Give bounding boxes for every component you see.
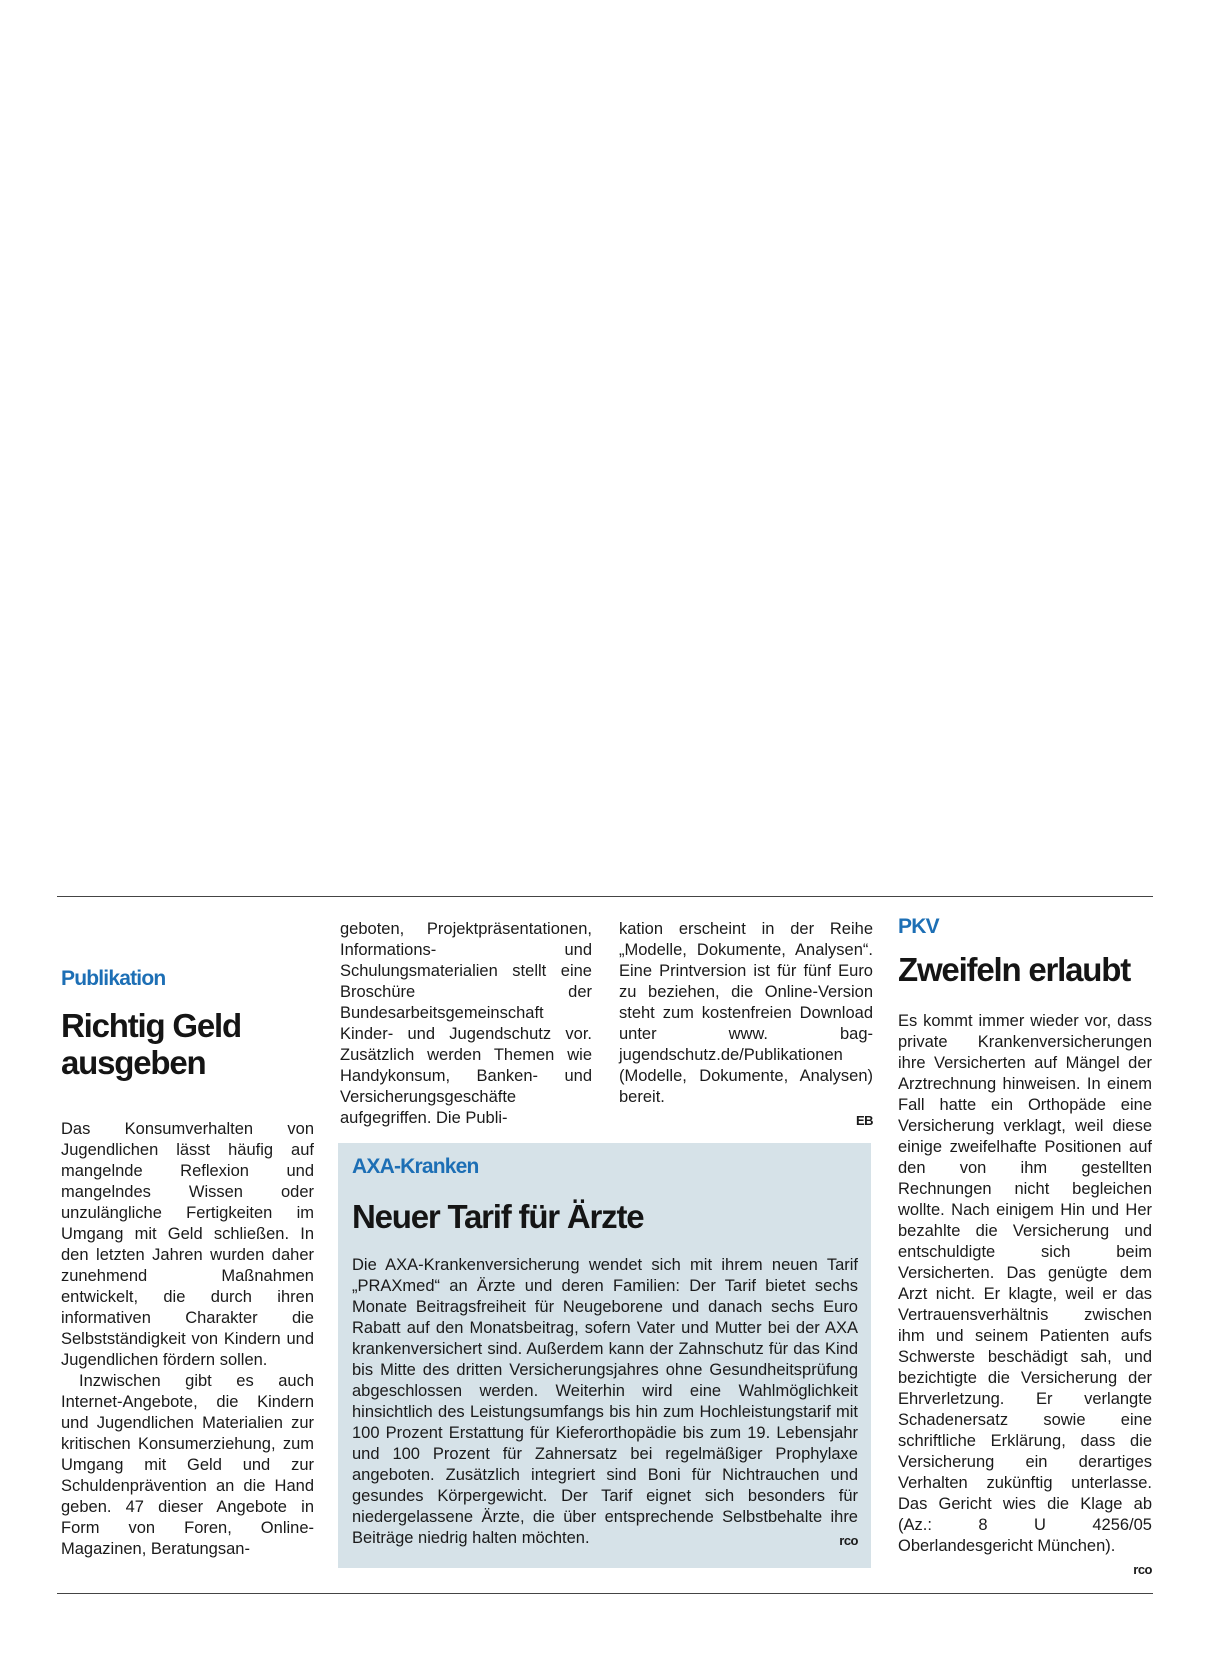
article-paragraph	[352, 1255, 858, 1549]
article-headline: Richtig Geld ausgeben	[61, 1007, 241, 1081]
author-initials: rco	[839, 1533, 858, 1548]
article-axa-box	[338, 1143, 871, 1568]
author-initials: EB	[855, 1113, 873, 1128]
article-paragraph: geboten, Projektpräsentationen, Informations- und Schulungsmaterialien stellt eine Broschüre der Bundesarbeitsgemeinschaft Kinder- und Jugendschutz vor. Zusätzlich werden Themen wie Handykonsum, Banken- und Versicherungsgeschäfte aufgegriffen. Die Publi-	[340, 920, 592, 1127]
article-kicker: Publikation	[61, 967, 166, 990]
article-publikation-column-2	[340, 919, 592, 1129]
article-publikation-column-1	[61, 968, 314, 1560]
article-kicker: PKV	[898, 915, 939, 938]
author-initials: rco	[1133, 1562, 1152, 1577]
article-headline: Neuer Tarif für Ärzte	[352, 1198, 644, 1235]
article-body	[61, 1119, 314, 1560]
article-text: Die AXA-Krankenversicherung wendet sich mit ihrem neuen Tarif „PRAXmed“ an Ärzte und deren Familien: Der Tarif bietet sechs Monate Beitragsfreiheit für Neugeborene und danach sechs Euro Rabatt auf den Monatsbeitrag, sofern Vater und Mutter bei der AXA krankenversichert sind. Außerdem kann der Zahnschutz für das Kind bis Mitte des dritten Versicherungsjahres ohne Gesundheitsprüfung abgeschlossen werden. Weiterhin wird eine Wahlmöglichkeit hinsichtlich des Leistungsumfangs bis hin zum Hochleistungstarif mit 100 Prozent Erstattung für Kieferorthopädie bis zum 19. Lebensjahr und 100 Prozent für Zahnersatz bei regelmäßiger Prophylaxe angeboten. Zusätzlich integriert sind Boni für Nichtrauchen und gesundes Körpergewicht. Der Tarif eignet sich besonders für niedergelassene Ärzte, die über entsprechende Selbstbehalte ihre Beiträge niedrig halten möchten.	[352, 1256, 858, 1547]
article-paragraph: Inzwischen gibt es auch Internet-Angebote, die Kindern und Jugendlichen Materialien zur kritischen Konsumerziehung, zum Umgang mit Geld und zur Schuldenprävention an die Hand geben. 47 dieser Angebote in Form von Foren, Online-Magazinen, Beratungsan-	[61, 1372, 314, 1558]
article-pkv-column	[898, 916, 1152, 1580]
article-body	[898, 1011, 1152, 1577]
article-kicker: AXA-Kranken	[352, 1155, 479, 1178]
bottom-divider	[57, 1593, 1153, 1594]
article-paragraph: Das Konsumverhalten von Jugendlichen lässt häufig auf mangelnde Reflexion und mangelndes Wissen oder unzulängliche Fertigkeiten im Umgang mit Geld schließen. In den letzten Jahren wurden daher zunehmend Maßnahmen entwickelt, die durch ihren informativen Charakter die Selbstständigkeit von Kindern und Jugendlichen fördern sollen.	[61, 1120, 314, 1369]
top-divider	[57, 896, 1153, 897]
article-publikation-column-3	[619, 919, 873, 1131]
article-body	[352, 1255, 858, 1549]
article-headline: Zweifeln erlaubt	[898, 951, 1131, 988]
article-paragraph: kation erscheint in der Reihe „Modelle, Dokumente, Analysen“. Eine Printversion ist für fünf Euro zu beziehen, die Online-Version steht zum kostenfreien Download unter www. bag-jugendschutz.de/Publikationen (Modelle, Dokumente, Analysen) bereit.	[619, 920, 873, 1106]
article-paragraph: Es kommt immer wieder vor, dass private Krankenversicherungen ihre Versicherten auf Mängel der Arztrechnung hinweisen. In einem Fall hatte ein Orthopäde eine Versicherung verklagt, weil diese einige zweifelhafte Positionen auf den von ihm gestellten Rechnungen nicht begleichen wollte. Nach einigem Hin und Her bezahlte die Versicherung und entschuldigte sich beim Versicherten. Das genügte dem Arzt nicht. Er klagte, weil er das Vertrauensverhältnis zwischen ihm und seinem Patienten aufs Schwerste beschädigt sah, und bezichtigte die Versicherung der Ehrverletzung. Er verlangte Schadenersatz sowie eine schriftliche Erklärung, dass die Versicherung ein derartiges Verhalten zukünftig unterlasse. Das Gericht wies die Klage ab (Az.: 8 U 4256/05 Oberlandesgericht München).	[898, 1012, 1152, 1555]
